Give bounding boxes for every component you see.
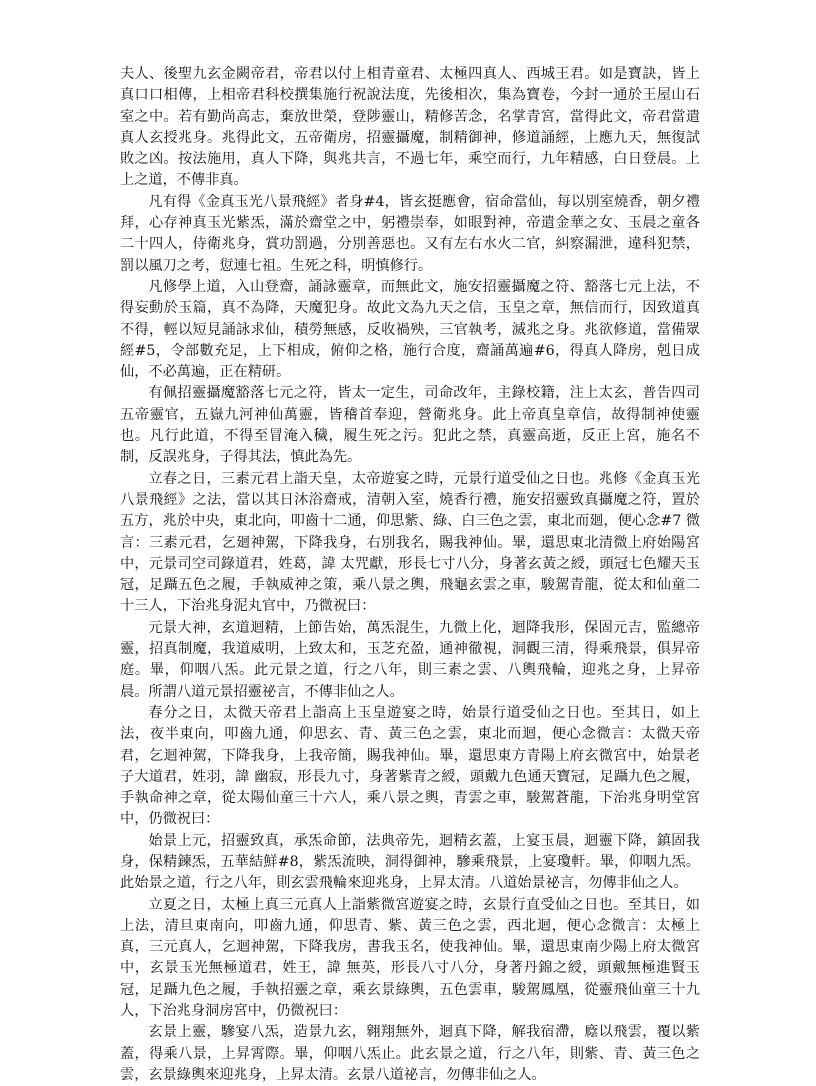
paragraph-8: 始景上元，招靈致真，承炁命節，法典帝先，迴精玄蓋，上宴玉晨，迴靈下降，鎮固我身，保精鍊炁，五華結鮮#8，紫炁流映，洞得御神，驂乘飛景，上宴瓊軒。畢，仰咽九炁。此始景之道，行之八年，則玄雲飛輪來迎兆身，上昇太清。八道始景祕言，勿傳非仙之人。 — [120, 832, 700, 892]
paragraph-3: 凡修學上道，入山登齋，誦詠靈章，而無此文，施安招靈攝魔之符、豁落七元上法，不得妄動於玉篇，真不為降，天魔犯身。故此文為九天之信，玉皇之章，無信而行，因致道真不得，輕以短見誦詠求仙，積勞無感，反收禍殃，三官執考，滅兆之身。兆欲修道，當備眾經#5，令部數充足，上下相成，俯仰之格，施行合度，齋誦萬遍#6，得真人降房，剋日成仙，不必萬遍，正在精研。 — [120, 278, 700, 381]
paragraph-1: 夫人、後聖九玄金闕帝君，帝君以付上相青童君、太極四真人、西城王君。如是寶訣，皆上真口口相傳，上相帝君科校撰集施行祝說法度，先後相次，集為寶卷，今封一通於王屋山石室之中。若有勤尚高志，棄放世榮，登陟靈山，精修苦念，名掌青宮，當得此文，帝君當遣真人玄授兆身。兆得此文，五帝衛房，招靈攝魔，制精御神，修道誦經，上應九天，無復試敗之凶。按法施用，真人下降，與兆共言，不過七年，乘空而行，九年精感，白日登晨。上上之道，不傳非真。 — [120, 66, 700, 189]
paragraph-10: 玄景上靈，驂宴八炁，造景九玄，翱翔無外，迴真下降，解我宿滯，廕以飛雲，覆以紫蓋，得乘八景，上昇霄際。畢，仰咽八炁止。此玄景之道，行之八年，則紫、青、黃三色之雲，玄景綠輿來迎兆身，上昇太清。玄景八道祕言，勿傳非仙之人。 — [120, 1024, 700, 1083]
paragraph-2: 凡有得《金真玉光八景飛經》者身#4，皆玄挺應會，宿命當仙，每以別室燒香，朝夕禮拜，心存神真玉光紫炁，滿於齋堂之中，躬禮崇奉，如眼對神，帝遣金華之女、玉晨之童各二十四人，侍衛兆身，賞功罰過，分別善惡也。又有左右水火二官，糾察漏泄，違科犯禁，罰以風刀之考，愆連七祖。生死之科，明慎修行。 — [120, 193, 700, 274]
paragraph-7: 春分之日，太微天帝君上詣高上玉皇遊宴之時，始景行道受仙之日也。至其日，如上法，夜半東向，叩齒九通，仰思玄、青、黃三色之雲，東北而迴，便心念微言：太微天帝君，乞迴神駕，下降我身，上我帝簡，賜我神仙。畢，還思東方青陽上府玄微宮中，始景老子大道君，姓羽，諱 幽寂，形長九寸，身著紫青之綬，頭戴九色通天寶冠，足躡九色之履，手執命神之章，從太陽仙童三十六人，乘八景之輿，青雲之車，駿駕蒼龍，下治兆身明堂宮中，仍微祝曰： — [120, 704, 700, 828]
document-page — [120, 64, 700, 1086]
paragraph-6: 元景大神，玄道迴精，上節告始，萬炁混生，九微上化，迴降我形，保固元吉，監總帝靈，招真制魔，我道威明，上致太和，玉芝充盈，通神徹視，洞觀三清，得乘飛景，俱昇帝庭。畢，仰咽八炁。此元景之道，行之八年，則三素之雲、八輿飛輪，迎兆之身，上昇帝晨。所謂八道元景招靈祕言，不傳非仙之人。 — [120, 619, 700, 700]
paragraph-4: 有佩招靈攝魔豁落七元之符，皆太一定生，司命改年，主錄校籍，注上太玄，普告四司五帝靈官，五嶽九河神仙萬靈，皆稽首奉迎，營衛兆身。此上帝真皇章信，故得制神使靈也。凡行此道，不得至冒淹入穢，履生死之污。犯此之禁，真靈高逝，反正上宮，施名不制，反誤兆身，子得其法，慎此為先。 — [120, 385, 700, 466]
paragraph-5: 立春之日，三素元君上詣天皇，太帝遊宴之時，元景行道受仙之日也。兆修《金真玉光八景飛經》之法，當以其日沐浴齋戒，清朝入室，燒香行禮，施安招靈致真攝魔之符，置於五方，兆於中央，東北向，叩齒十二通，仰思紫、綠、白三色之雲，東北而廻，便心念#7 微言：三素元君，乞廻神駕，下降我身，右別我名，賜我神仙。畢，還思東北清微上府始陽宮中，元景司空司錄道君，姓葛，諱 太咒獻，形長七寸八分，身著玄黃之綬，頭冠七色耀天玉冠，足躡五色之履，手執威神之策，乘八景之輿，飛龜玄雲之車，駿駕青龍，從太和仙童二十三人，下治兆身泥丸官中，乃微祝曰： — [120, 470, 700, 615]
paragraph-9: 立夏之日，太極上真三元真人上詣紫微宮遊宴之時，玄景行直受仙之日也。至其日，如上法，清旦東南向，叩齒九通，仰思青、紫、黃三色之雲，西北迴，便心念微言：太極上真，三元真人，乞迴神駕，下降我房，書我玉名，使我神仙。畢，還思東南少陽上府太微宮中，玄景玉光無極道君，姓王，諱 無英，形長八寸八分，身著丹錦之綬，頭戴無極進賢玉冠，足躡九色之履，手執招靈之章，乘玄景綠輿，五色雲車，駿駕鳳凰，從靈飛仙童三十九人，下治兆身洞房宮中，仍微祝曰： — [120, 896, 700, 1020]
